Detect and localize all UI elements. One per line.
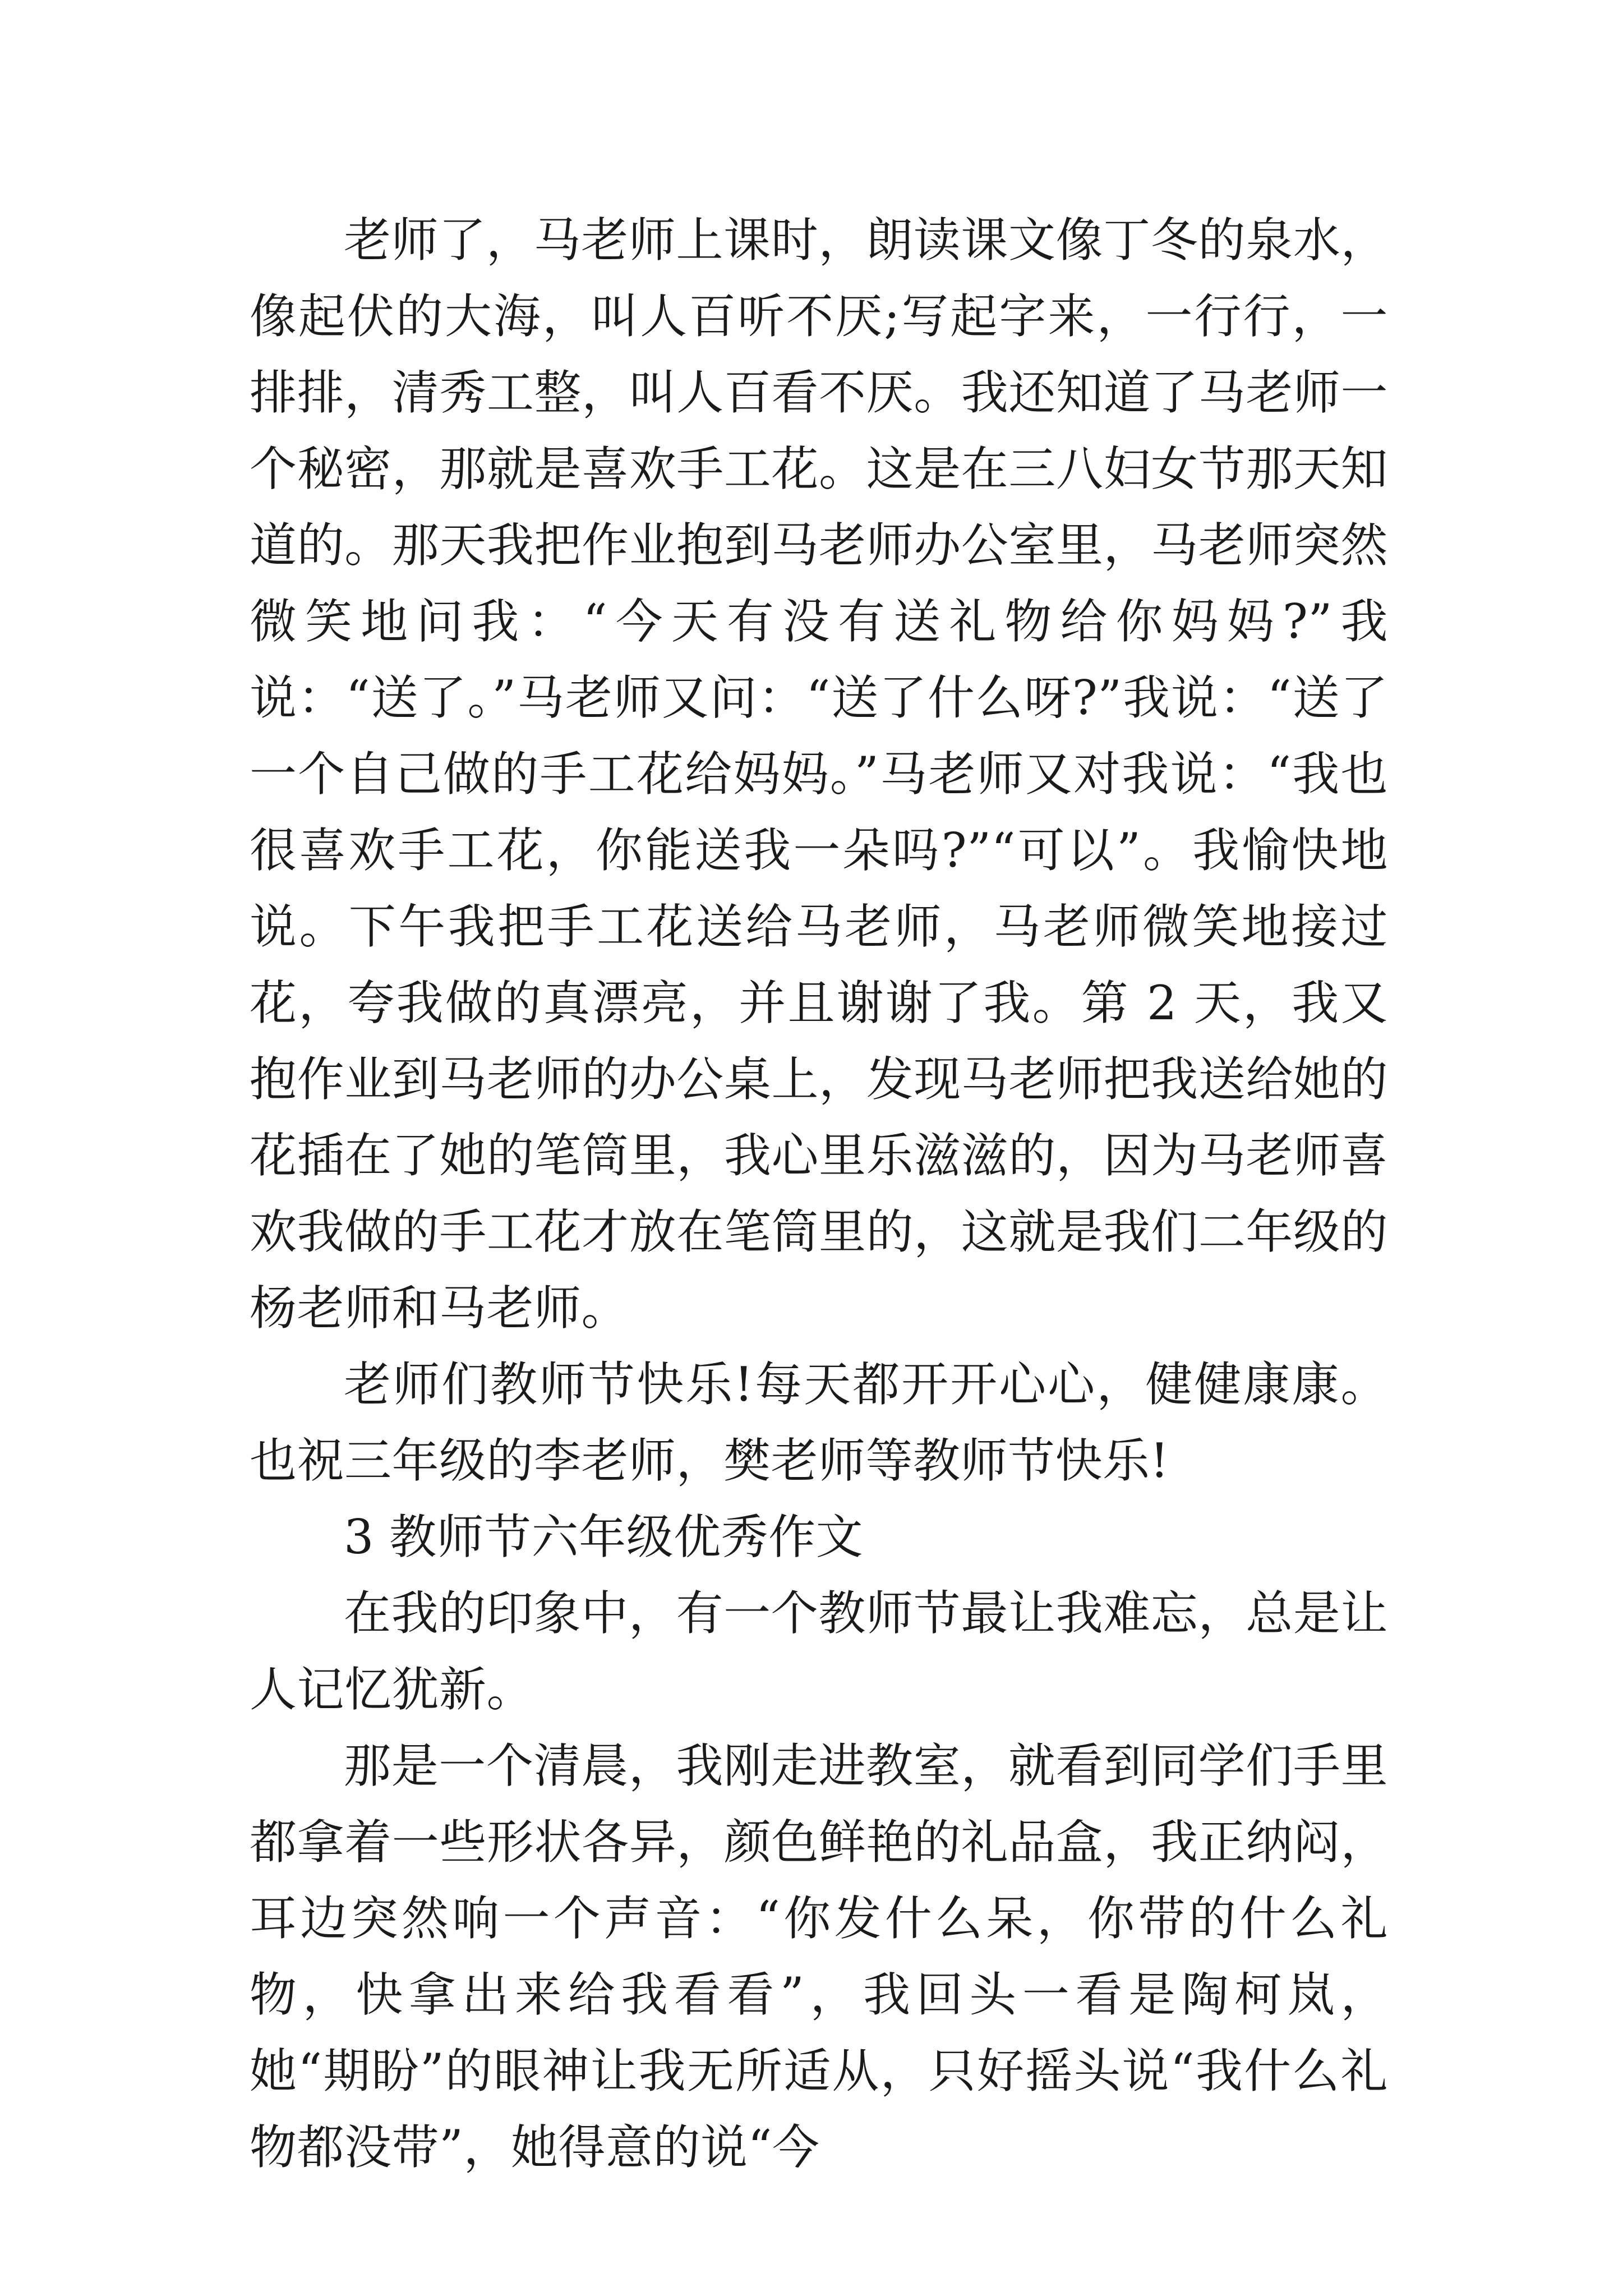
paragraph-memorable-day: 在我的印象中，有一个教师节最让我难忘，总是让人记忆犹新。 — [250, 1586, 1388, 1717]
paragraph-morning-classroom: 那是一个清晨，我刚走进教室，就看到同学们手里都拿着一些形状各异，颜色鲜艳的礼品盒，我正纳闷，耳边突然响一个声音：“你发什么呆，你带的什么礼物，快拿出来给我看看”，我回头一看是陶柯岚，她“期盼”的眼神让我无所适从，只好摇头说“我什么礼物都没带”，她得意的说“今 — [250, 1738, 1388, 2175]
essay-heading: 3 教师节六年级优秀作文 — [344, 1510, 864, 1565]
paragraph-teachers-day-wishes: 老师们教师节快乐!每天都开开心心，健健康康。也祝三年级的李老师，樊老师等教师节快乐! — [250, 1357, 1388, 1488]
paragraph-teacher-ma: 老师了，马老师上课时，朗读课文像丁冬的泉水，像起伏的大海，叫人百听不厌;写起字来，一行行，一排排，清秀工整，叫人百看不厌。我还知道了马老师一个秘密，那就是喜欢手工花。这是在三八妇女节那天知道的。那天我把作业抱到马老师办公室里，马老师突然微笑地问我：“今天有没有送礼物给你妈妈?”我说：“送了。”马老师又问：“送了什么呀?”我说：“送了一个自己做的手工花给妈妈。”马老师又对我说：“我也很喜欢手工花，你能送我一朵吗?”“可以”。我愉快地说。下午我把手工花送给马老师，马老师微笑地接过花，夸我做的真漂亮，并且谢谢了我。第 2 天，我又抱作业到马老师的办公桌上，发现马老师把我送给她的花插在了她的笔筒里，我心里乐滋滋的，因为马老师喜欢我做的手工花才放在笔筒里的，这就是我们二年级的杨老师和马老师。 — [250, 213, 1388, 1336]
document-body — [250, 202, 1388, 2185]
